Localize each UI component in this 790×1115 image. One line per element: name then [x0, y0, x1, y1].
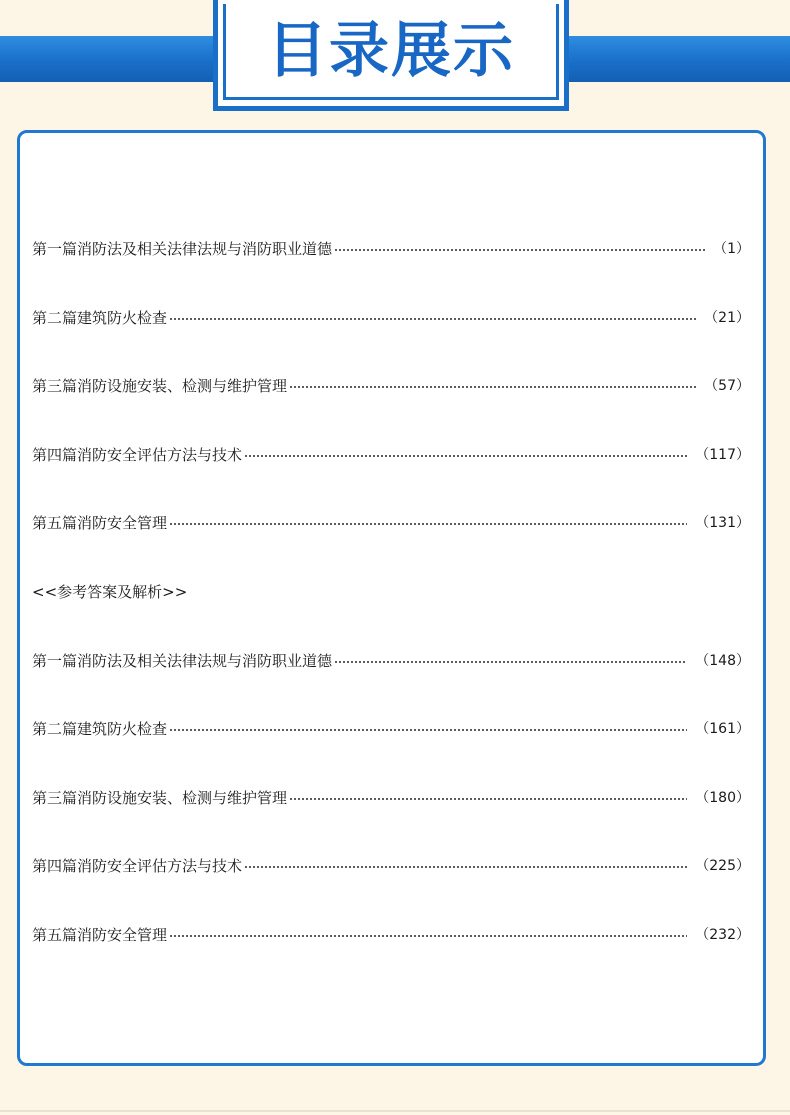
- dot-leader: [169, 318, 696, 320]
- bottom-divider: [0, 1110, 790, 1112]
- dot-leader: [169, 729, 687, 731]
- answers-section-heading: <<参考答案及解析>>: [32, 582, 188, 601]
- toc-entry-label: 第一篇消防法及相关法律法规与消防职业道德: [32, 651, 333, 670]
- page-title: 目录展示: [267, 15, 515, 86]
- toc-entry-page: （117）: [695, 447, 750, 463]
- toc-entry-page: （148）: [695, 653, 750, 669]
- dot-leader: [289, 798, 687, 800]
- toc-entry-page: （1）: [713, 241, 750, 257]
- toc-entry-label: 第四篇消防安全评估方法与技术: [32, 445, 243, 464]
- toc-entry-label: 第四篇消防安全评估方法与技术: [32, 856, 243, 875]
- toc-entry-label: 第三篇消防设施安装、检测与维护管理: [32, 788, 288, 807]
- toc-entry-page: （131）: [695, 515, 750, 531]
- title-frame: [213, 0, 569, 111]
- title-inner-frame: [223, 4, 559, 100]
- toc-entry[interactable]: [32, 305, 750, 329]
- dot-leader: [244, 866, 687, 868]
- toc-entry-label: 第二篇建筑防火检查: [32, 308, 168, 327]
- toc-entry[interactable]: [32, 716, 750, 740]
- toc-entry[interactable]: [32, 853, 750, 877]
- toc-entry[interactable]: [32, 648, 750, 672]
- dot-leader: [334, 249, 705, 251]
- toc-entry-label: 第五篇消防安全管理: [32, 925, 168, 944]
- toc-entry[interactable]: [32, 373, 750, 397]
- toc-entry[interactable]: [32, 510, 750, 534]
- toc-entry-page: （232）: [695, 927, 750, 943]
- dot-leader: [244, 455, 687, 457]
- dot-leader: [334, 661, 687, 663]
- toc-entry-page: （57）: [704, 378, 750, 394]
- toc-entry-page: （21）: [704, 310, 750, 326]
- toc-entry[interactable]: [32, 922, 750, 946]
- toc-entry-label: 第三篇消防设施安装、检测与维护管理: [32, 376, 288, 395]
- dot-leader: [169, 523, 687, 525]
- dot-leader: [289, 386, 696, 388]
- dot-leader: [169, 935, 687, 937]
- toc-entry[interactable]: [32, 442, 750, 466]
- toc-entry[interactable]: [32, 236, 750, 260]
- toc-entry-label: 第一篇消防法及相关法律法规与消防职业道德: [32, 239, 333, 258]
- toc-entry-label: 第五篇消防安全管理: [32, 513, 168, 532]
- toc-entry-page: （161）: [695, 721, 750, 737]
- toc-entry[interactable]: [32, 785, 750, 809]
- toc-entry-page: （225）: [695, 858, 750, 874]
- toc-card: [17, 130, 766, 1066]
- toc-entry-page: （180）: [695, 790, 750, 806]
- toc-entry-label: 第二篇建筑防火检查: [32, 719, 168, 738]
